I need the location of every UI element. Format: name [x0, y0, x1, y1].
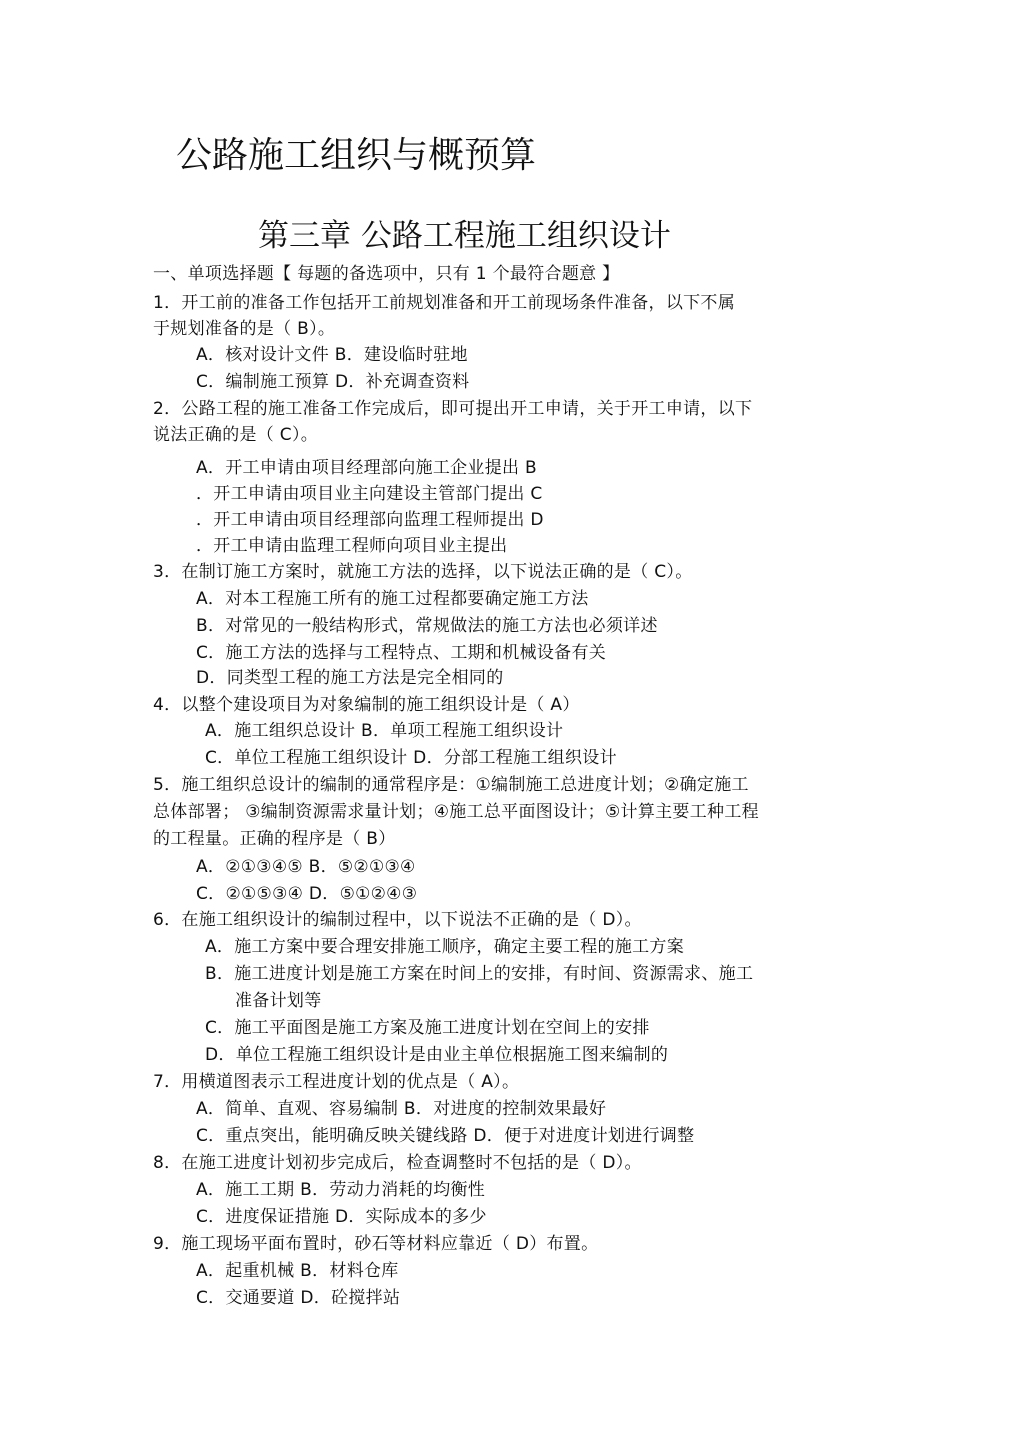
option-line: D．同类型工程的施工方法是完全相同的 [196, 668, 504, 688]
question-line: 的工程量。正确的程序是（ B） [153, 829, 396, 849]
option-line: A．施工工期 B．劳动力消耗的均衡性 [196, 1180, 486, 1200]
question-line: 5．施工组织总设计的编制的通常程序是：①编制施工总进度计划；②确定施工 [153, 775, 749, 795]
question-line: 2．公路工程的施工准备工作完成后，即可提出开工申请，关于开工申请，以下 [153, 399, 753, 419]
question-line: 8．在施工进度计划初步完成后，检查调整时不包括的是（ D）。 [153, 1153, 642, 1173]
option-line: A．施工组织总设计 B．单项工程施工组织设计 [205, 721, 564, 741]
option-line: D．单位工程施工组织设计是由业主单位根据施工图来编制的 [205, 1045, 669, 1065]
question-line: 7．用横道图表示工程进度计划的优点是（ A）。 [153, 1072, 520, 1092]
option-line: C．施工方法的选择与工程特点、工期和机械设备有关 [196, 643, 607, 663]
question-line: 总体部署； ③编制资源需求量计划；④施工总平面图设计；⑤计算主要工种工程 [153, 802, 759, 822]
option-line: A．对本工程施工所有的施工过程都要确定施工方法 [196, 589, 589, 609]
section-heading: 一、单项选择题【 每题的备选项中，只有 1 个最符合题意 】 [153, 264, 620, 284]
option-line: C．施工平面图是施工方案及施工进度计划在空间上的安排 [205, 1018, 650, 1038]
option-line: A．开工申请由项目经理部向施工企业提出 B [196, 458, 537, 478]
question-line: 9．施工现场平面布置时，砂石等材料应靠近（ D）布置。 [153, 1234, 599, 1254]
option-line: A．核对设计文件 B．建设临时驻地 [196, 345, 468, 365]
option-line: A．起重机械 B．材料仓库 [196, 1261, 399, 1281]
option-line: A．施工方案中要合理安排施工顺序，确定主要工程的施工方案 [205, 937, 685, 957]
option-line: C．编制施工预算 D．补充调查资料 [196, 372, 470, 392]
option-line: A．②①③④⑤ B．⑤②①③④ [196, 857, 416, 877]
option-line: ．开工申请由项目业主向建设主管部门提出 C [196, 484, 543, 504]
question-line: 于规划准备的是（ B）。 [153, 319, 336, 339]
question-line: 1．开工前的准备工作包括开工前规划准备和开工前现场条件准备，以下不属 [153, 293, 736, 313]
option-line: C．②①⑤③④ D．⑤①②④③ [196, 884, 418, 904]
question-line: 3．在制订施工方案时，就施工方法的选择，以下说法正确的是（ C）。 [153, 562, 693, 582]
option-line: C．重点突出，能明确反映关键线路 D．便于对进度计划进行调整 [196, 1126, 695, 1146]
option-line: B．对常见的一般结构形式，常规做法的施工方法也必须详述 [196, 616, 658, 636]
option-line: ．开工申请由监理工程师向项目业主提出 [196, 536, 508, 556]
document-title: 公路施工组织与概预算 [176, 135, 537, 176]
option-line: C．单位工程施工组织设计 D．分部工程施工组织设计 [205, 748, 617, 768]
option-line: C．进度保证措施 D．实际成本的多少 [196, 1207, 487, 1227]
question-line: 说法正确的是（ C）。 [153, 425, 319, 445]
question-line: 6．在施工组织设计的编制过程中，以下说法不正确的是（ D）。 [153, 910, 642, 930]
option-line: 准备计划等 [235, 991, 322, 1011]
option-line: C．交通要道 D．砼搅拌站 [196, 1288, 401, 1308]
question-line: 4．以整个建设项目为对象编制的施工组织设计是（ A） [153, 695, 580, 715]
chapter-heading: 第三章 公路工程施工组织设计 [258, 218, 671, 254]
option-line: A．简单、直观、容易编制 B．对进度的控制效果最好 [196, 1099, 607, 1119]
option-line: ．开工申请由项目经理部向监理工程师提出 D [196, 510, 544, 530]
option-line: B．施工进度计划是施工方案在时间上的安排，有时间、资源需求、施工 [205, 964, 754, 984]
